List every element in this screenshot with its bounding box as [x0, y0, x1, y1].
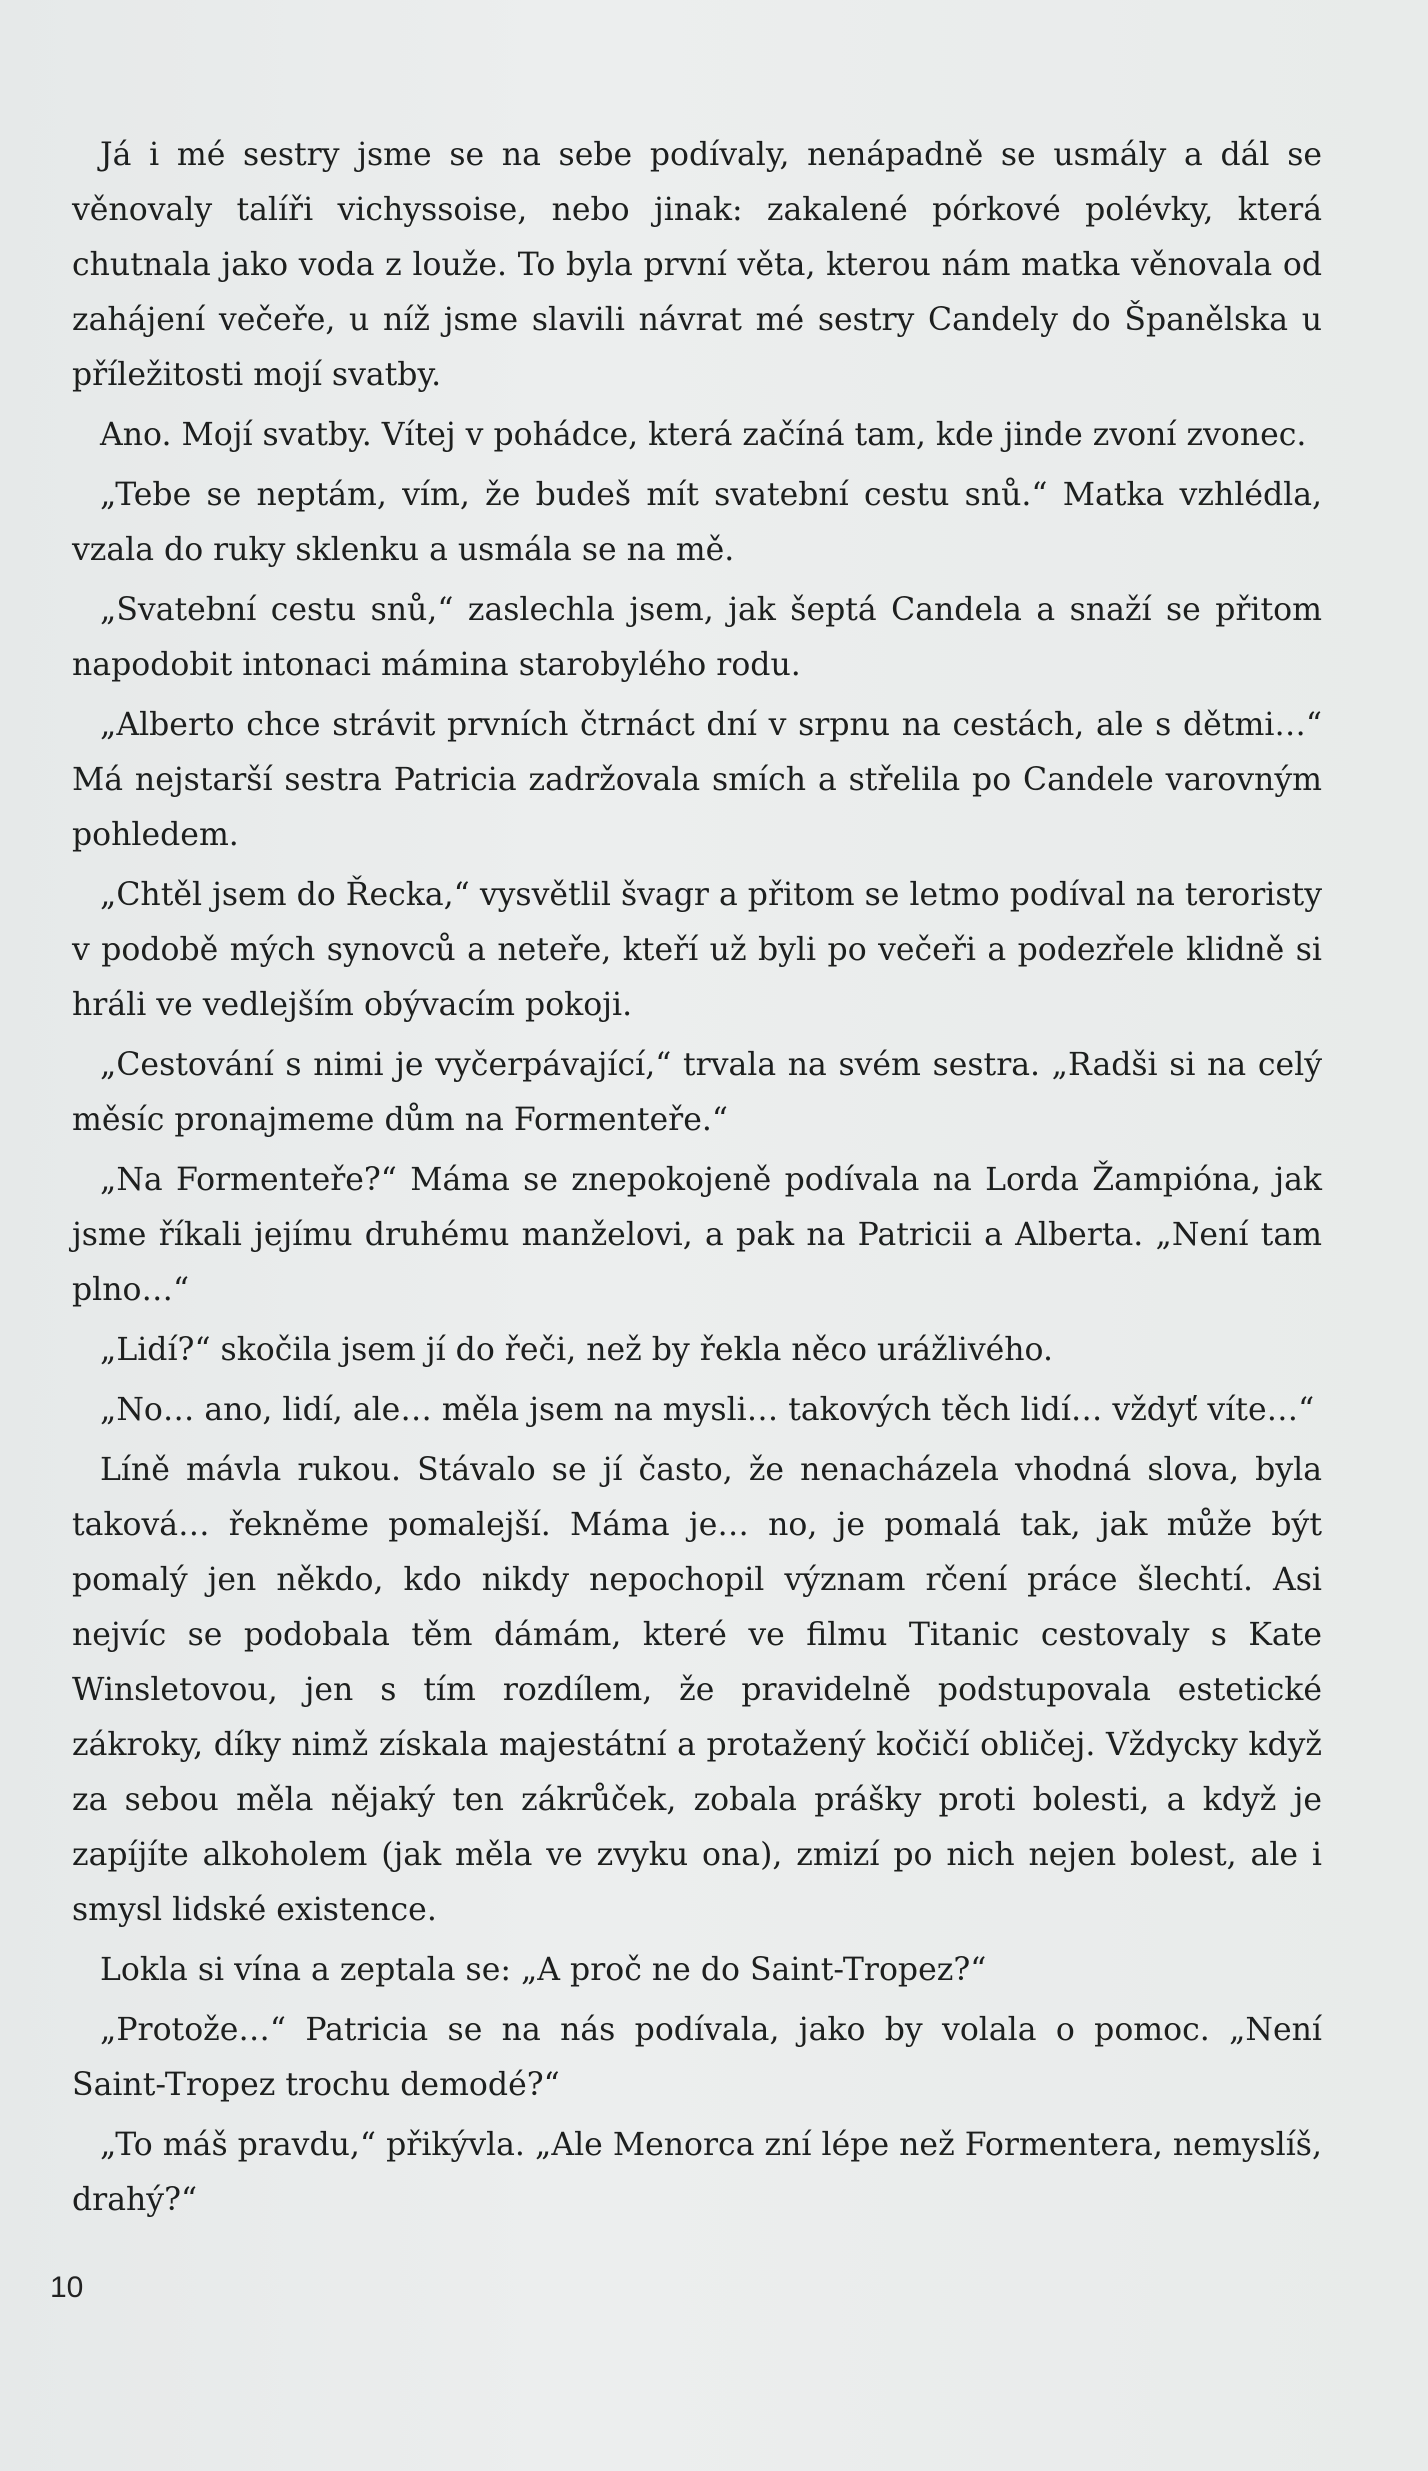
paragraph: „Svatební cestu snů,“ zaslechla jsem, jak šeptá Candela a snaží se přitom napodobit intonaci mámina starobylého rodu.	[72, 592, 1322, 683]
paragraph: „Tebe se neptám, vím, že budeš mít svatební cestu snů.“ Matka vzhlédla, vzala do ruky sklenku a usmála se na mě.	[72, 477, 1322, 568]
paragraph: „Lidí?“ skočila jsem jí do řeči, než by řekla něco urážlivého.	[100, 1332, 1053, 1368]
paragraph: Lokla si vína a zeptala se: „A proč ne do Saint-Tropez?“	[100, 1952, 987, 1988]
paragraph: „Na Formenteře?“ Máma se znepokojeně podívala na Lorda Žampióna, jak jsme říkali jejímu druhému manželovi, a pak na Patricii a Alberta. „Není tam plno…“	[72, 1162, 1322, 1308]
paragraph: „No… ano, lidí, ale… měla jsem na mysli… takových těch lidí… vždyť víte…“	[100, 1392, 1315, 1428]
paragraph: Já i mé sestry jsme se na sebe podívaly, nenápadně se usmály a dál se věnovaly talíři vichyssoise, nebo jinak: zakalené pórkové polévky, která chutnala jako voda z louže. To byla první věta, kterou nám matka věnovala od zahájení večeře, u níž jsme slavili návrat mé sestry Candely do Španělska u příležitosti mojí svatby.	[72, 137, 1322, 393]
paragraph: „Protože…“ Patricia se na nás podívala, jako by volala o pomoc. „Není Saint-Tropez trochu demodé?“	[72, 2012, 1322, 2103]
paragraph: „Chtěl jsem do Řecka,“ vysvětlil švagr a přitom se letmo podíval na teroristy v podobě mých synovců a neteře, kteří už byli po večeři a podezřele klidně si hráli ve vedlejším obývacím pokoji.	[72, 877, 1322, 1023]
paragraph: „Alberto chce strávit prvních čtrnáct dní v srpnu na cestách, ale s dětmi…“ Má nejstarší sestra Patricia zadržovala smích a střelila po Candele varovným pohledem.	[72, 707, 1322, 853]
paragraph: „To máš pravdu,“ přikývla. „Ale Menorca zní lépe než Formentera, nemyslíš, drahý?“	[72, 2127, 1322, 2218]
body-text	[72, 128, 1322, 2233]
paragraph: Líně mávla rukou. Stávalo se jí často, že nenacházela vhodná slova, byla taková… řekněme pomalejší. Máma je… no, je pomalá tak, jak může být pomalý jen někdo, kdo nikdy nepochopil význam rčení práce šlechtí. Asi nejvíc se podobala těm dámám, které ve filmu Titanic cestovaly s Kate Winsletovou, jen s tím rozdílem, že pravidelně podstupovala estetické zákroky, díky nimž získala majestátní a protažený kočičí obličej. Vždycky když za sebou měla nějaký ten zákrůček, zobala prášky proti bolesti, a když je zapíjíte alkoholem (jak měla ve zvyku ona), zmizí po nich nejen bolest, ale i smysl lidské existence.	[72, 1452, 1322, 1928]
page-number: 10	[50, 2271, 84, 2304]
paragraph: Ano. Mojí svatby. Vítej v pohádce, která začíná tam, kde jinde zvoní zvonec.	[100, 417, 1307, 453]
paragraph: „Cestování s nimi je vyčerpávající,“ trvala na svém sestra. „Radši si na celý měsíc pronajmeme dům na Formenteře.“	[72, 1047, 1322, 1138]
